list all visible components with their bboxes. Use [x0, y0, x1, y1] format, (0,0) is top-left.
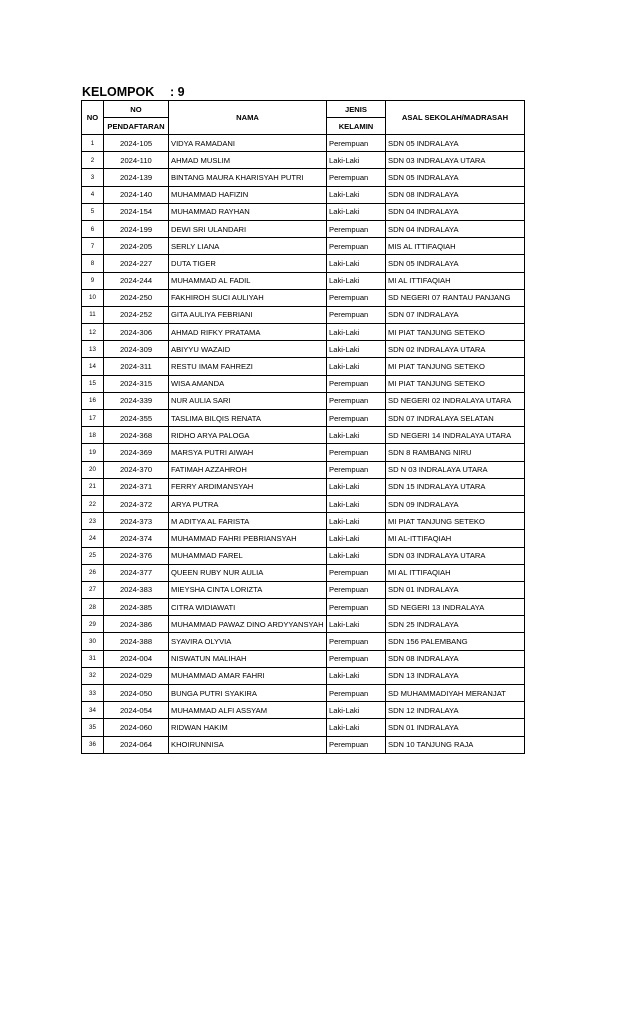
student-name: ABIYYU WAZAID	[169, 341, 327, 358]
registration-number: 2024-064	[104, 736, 169, 753]
gender: Laki-Laki	[327, 513, 386, 530]
table-row	[82, 410, 525, 427]
student-name: MUHAMMAD FAREL	[169, 547, 327, 564]
school-origin: MI AL ITTIFAQIAH	[386, 272, 525, 289]
table-row	[82, 495, 525, 512]
row-number: 8	[82, 255, 104, 272]
table-row	[82, 461, 525, 478]
row-number: 23	[82, 513, 104, 530]
registration-number: 2024-377	[104, 564, 169, 581]
gender: Laki-Laki	[327, 186, 386, 203]
group-heading	[82, 85, 185, 101]
gender: Laki-Laki	[327, 427, 386, 444]
row-number: 1	[82, 135, 104, 152]
gender: Laki-Laki	[327, 324, 386, 341]
registration-number: 2024-368	[104, 427, 169, 444]
row-number: 5	[82, 203, 104, 220]
row-number: 27	[82, 581, 104, 598]
school-origin: SD NEGERI 07 RANTAU PANJANG	[386, 289, 525, 306]
gender: Laki-Laki	[327, 495, 386, 512]
student-name: MUHAMMAD HAFIZIN	[169, 186, 327, 203]
registration-number: 2024-315	[104, 375, 169, 392]
school-origin: SDN 04 INDRALAYA	[386, 220, 525, 237]
school-origin: MI AL-ITTIFAQIAH	[386, 530, 525, 547]
registration-number: 2024-227	[104, 255, 169, 272]
school-origin: SDN 07 INDRALAYA	[386, 306, 525, 323]
school-origin: SD NEGERI 13 INDRALAYA	[386, 599, 525, 616]
school-origin: SD NEGERI 14 INDRALAYA UTARA	[386, 427, 525, 444]
row-number: 30	[82, 633, 104, 650]
gender: Perempuan	[327, 564, 386, 581]
col-header-registration-bottom: PENDAFTARAN	[104, 118, 169, 135]
table-row	[82, 650, 525, 667]
registration-number: 2024-306	[104, 324, 169, 341]
school-origin: MIS AL ITTIFAQIAH	[386, 238, 525, 255]
student-name: NISWATUN MALIHAH	[169, 650, 327, 667]
school-origin: SD N 03 INDRALAYA UTARA	[386, 461, 525, 478]
student-name: DEWI SRI ULANDARI	[169, 220, 327, 237]
col-header-registration-top: NO	[104, 101, 169, 118]
student-name: MUHAMMAD FAHRI PEBRIANSYAH	[169, 530, 327, 547]
table-row	[82, 547, 525, 564]
school-origin: MI PIAT TANJUNG SETEKO	[386, 375, 525, 392]
table-row	[82, 599, 525, 616]
student-name: BUNGA PUTRI SYAKIRA	[169, 685, 327, 702]
gender: Laki-Laki	[327, 358, 386, 375]
registration-number: 2024-205	[104, 238, 169, 255]
table-row	[82, 633, 525, 650]
row-number: 36	[82, 736, 104, 753]
row-number: 15	[82, 375, 104, 392]
student-name: MIEYSHA CINTA LORIZTA	[169, 581, 327, 598]
table-row	[82, 392, 525, 409]
school-origin: SDN 08 INDRALAYA	[386, 186, 525, 203]
gender: Perempuan	[327, 220, 386, 237]
registration-number: 2024-060	[104, 719, 169, 736]
registration-number: 2024-355	[104, 410, 169, 427]
row-number: 21	[82, 478, 104, 495]
table-row	[82, 238, 525, 255]
student-name: KHOIRUNNISA	[169, 736, 327, 753]
student-name: BINTANG MAURA KHARISYAH PUTRI	[169, 169, 327, 186]
table-row	[82, 616, 525, 633]
gender: Perempuan	[327, 650, 386, 667]
registration-number: 2024-050	[104, 685, 169, 702]
row-number: 18	[82, 427, 104, 444]
student-name: TASLIMA BILQIS RENATA	[169, 410, 327, 427]
row-number: 34	[82, 702, 104, 719]
student-name: MUHAMMAD AMAR FAHRI	[169, 667, 327, 684]
table-row	[82, 685, 525, 702]
gender: Perempuan	[327, 375, 386, 392]
school-origin: SDN 05 INDRALAYA	[386, 135, 525, 152]
table-row	[82, 667, 525, 684]
row-number: 9	[82, 272, 104, 289]
registration-number: 2024-369	[104, 444, 169, 461]
student-name: ARYA PUTRA	[169, 495, 327, 512]
school-origin: SDN 01 INDRALAYA	[386, 581, 525, 598]
school-origin: SDN 07 INDRALAYA SELATAN	[386, 410, 525, 427]
school-origin: SDN 25 INDRALAYA	[386, 616, 525, 633]
table-row	[82, 564, 525, 581]
gender: Perempuan	[327, 135, 386, 152]
school-origin: SDN 13 INDRALAYA	[386, 667, 525, 684]
school-origin: SDN 08 INDRALAYA	[386, 650, 525, 667]
table-row	[82, 358, 525, 375]
table-row	[82, 203, 525, 220]
table-row	[82, 306, 525, 323]
participant-table	[81, 100, 525, 754]
student-name: FATIMAH AZZAHROH	[169, 461, 327, 478]
registration-number: 2024-139	[104, 169, 169, 186]
row-number: 2	[82, 152, 104, 169]
gender: Perempuan	[327, 685, 386, 702]
school-origin: SD NEGERI 02 INDRALAYA UTARA	[386, 392, 525, 409]
student-name: AHMAD RIFKY PRATAMA	[169, 324, 327, 341]
student-name: MUHAMMAD ALFI ASSYAM	[169, 702, 327, 719]
registration-number: 2024-373	[104, 513, 169, 530]
row-number: 28	[82, 599, 104, 616]
school-origin: MI AL ITTIFAQIAH	[386, 564, 525, 581]
registration-number: 2024-376	[104, 547, 169, 564]
row-number: 17	[82, 410, 104, 427]
gender: Laki-Laki	[327, 255, 386, 272]
registration-number: 2024-105	[104, 135, 169, 152]
row-number: 7	[82, 238, 104, 255]
row-number: 29	[82, 616, 104, 633]
col-header-gender-bottom: KELAMIN	[327, 118, 386, 135]
gender: Perempuan	[327, 581, 386, 598]
student-name: MUHAMMAD AL FADIL	[169, 272, 327, 289]
registration-number: 2024-339	[104, 392, 169, 409]
student-name: VIDYA RAMADANI	[169, 135, 327, 152]
row-number: 33	[82, 685, 104, 702]
table-row	[82, 169, 525, 186]
registration-number: 2024-004	[104, 650, 169, 667]
registration-number: 2024-383	[104, 581, 169, 598]
group-number: : 9	[170, 85, 185, 99]
table-row	[82, 220, 525, 237]
registration-number: 2024-252	[104, 306, 169, 323]
table-row	[82, 186, 525, 203]
registration-number: 2024-054	[104, 702, 169, 719]
table-row	[82, 581, 525, 598]
gender: Perempuan	[327, 238, 386, 255]
row-number: 31	[82, 650, 104, 667]
school-origin: SDN 09 INDRALAYA	[386, 495, 525, 512]
row-number: 24	[82, 530, 104, 547]
registration-number: 2024-244	[104, 272, 169, 289]
gender: Perempuan	[327, 633, 386, 650]
registration-number: 2024-386	[104, 616, 169, 633]
student-name: RESTU IMAM FAHREZI	[169, 358, 327, 375]
gender: Laki-Laki	[327, 530, 386, 547]
gender: Laki-Laki	[327, 719, 386, 736]
table-row	[82, 272, 525, 289]
row-number: 26	[82, 564, 104, 581]
registration-number: 2024-385	[104, 599, 169, 616]
school-origin: MI PIAT TANJUNG SETEKO	[386, 324, 525, 341]
gender: Laki-Laki	[327, 667, 386, 684]
registration-number: 2024-110	[104, 152, 169, 169]
student-name: SERLY LIANA	[169, 238, 327, 255]
registration-number: 2024-311	[104, 358, 169, 375]
student-name: FAKHIROH SUCI AULIYAH	[169, 289, 327, 306]
school-origin: SDN 8 RAMBANG NIRU	[386, 444, 525, 461]
table-row	[82, 255, 525, 272]
school-origin: SDN 12 INDRALAYA	[386, 702, 525, 719]
row-number: 11	[82, 306, 104, 323]
col-header-school: ASAL SEKOLAH/MADRASAH	[386, 101, 525, 135]
student-name: SYAVIRA OLYVIA	[169, 633, 327, 650]
gender: Perempuan	[327, 736, 386, 753]
gender: Perempuan	[327, 169, 386, 186]
table-row	[82, 375, 525, 392]
gender: Laki-Laki	[327, 547, 386, 564]
row-number: 16	[82, 392, 104, 409]
student-name: AHMAD MUSLIM	[169, 152, 327, 169]
table-row	[82, 530, 525, 547]
col-header-no: NO	[82, 101, 104, 135]
gender: Laki-Laki	[327, 272, 386, 289]
table-row	[82, 444, 525, 461]
table-body	[82, 135, 525, 754]
row-number: 13	[82, 341, 104, 358]
gender: Laki-Laki	[327, 702, 386, 719]
gender: Perempuan	[327, 410, 386, 427]
gender: Perempuan	[327, 461, 386, 478]
registration-number: 2024-250	[104, 289, 169, 306]
student-name: M ADITYA AL FARISTA	[169, 513, 327, 530]
school-origin: SDN 05 INDRALAYA	[386, 255, 525, 272]
gender: Perempuan	[327, 599, 386, 616]
group-label: KELOMPOK	[82, 85, 155, 99]
row-number: 4	[82, 186, 104, 203]
row-number: 6	[82, 220, 104, 237]
registration-number: 2024-372	[104, 495, 169, 512]
row-number: 32	[82, 667, 104, 684]
gender: Laki-Laki	[327, 616, 386, 633]
registration-number: 2024-140	[104, 186, 169, 203]
student-name: MARSYA PUTRI AIWAH	[169, 444, 327, 461]
table-row	[82, 478, 525, 495]
table-row	[82, 513, 525, 530]
registration-number: 2024-309	[104, 341, 169, 358]
school-origin: SDN 05 INDRALAYA	[386, 169, 525, 186]
registration-number: 2024-371	[104, 478, 169, 495]
school-origin: MI PIAT TANJUNG SETEKO	[386, 513, 525, 530]
row-number: 14	[82, 358, 104, 375]
gender: Perempuan	[327, 444, 386, 461]
school-origin: SDN 04 INDRALAYA	[386, 203, 525, 220]
gender: Laki-Laki	[327, 152, 386, 169]
registration-number: 2024-374	[104, 530, 169, 547]
school-origin: SD MUHAMMADIYAH MERANJAT	[386, 685, 525, 702]
school-origin: SDN 10 TANJUNG RAJA	[386, 736, 525, 753]
gender: Perempuan	[327, 392, 386, 409]
student-name: QUEEN RUBY NUR AULIA	[169, 564, 327, 581]
student-name: WISA AMANDA	[169, 375, 327, 392]
student-name: CITRA WIDIAWATI	[169, 599, 327, 616]
row-number: 35	[82, 719, 104, 736]
row-number: 22	[82, 495, 104, 512]
table-row	[82, 135, 525, 152]
school-origin: SDN 03 INDRALAYA UTARA	[386, 152, 525, 169]
school-origin: SDN 01 INDRALAYA	[386, 719, 525, 736]
table-row	[82, 736, 525, 753]
registration-number: 2024-370	[104, 461, 169, 478]
registration-number: 2024-154	[104, 203, 169, 220]
row-number: 25	[82, 547, 104, 564]
student-name: FERRY ARDIMANSYAH	[169, 478, 327, 495]
registration-number: 2024-388	[104, 633, 169, 650]
table-row	[82, 152, 525, 169]
school-origin: SDN 02 INDRALAYA UTARA	[386, 341, 525, 358]
row-number: 20	[82, 461, 104, 478]
row-number: 12	[82, 324, 104, 341]
col-header-name: NAMA	[169, 101, 327, 135]
table-header	[82, 101, 525, 135]
student-name: MUHAMMAD RAYHAN	[169, 203, 327, 220]
registration-number: 2024-199	[104, 220, 169, 237]
table-row	[82, 719, 525, 736]
row-number: 3	[82, 169, 104, 186]
student-name: MUHAMMAD PAWAZ DINO ARDYYANSYAH	[169, 616, 327, 633]
student-name: DUTA TIGER	[169, 255, 327, 272]
gender: Perempuan	[327, 289, 386, 306]
school-origin: SDN 156 PALEMBANG	[386, 633, 525, 650]
row-number: 19	[82, 444, 104, 461]
gender: Laki-Laki	[327, 478, 386, 495]
student-name: RIDHO ARYA PALOGA	[169, 427, 327, 444]
table-row	[82, 341, 525, 358]
school-origin: MI PIAT TANJUNG SETEKO	[386, 358, 525, 375]
row-number: 10	[82, 289, 104, 306]
gender: Laki-Laki	[327, 203, 386, 220]
student-name: NUR AULIA SARI	[169, 392, 327, 409]
gender: Laki-Laki	[327, 341, 386, 358]
student-name: GITA AULIYA FEBRIANI	[169, 306, 327, 323]
table-row	[82, 324, 525, 341]
school-origin: SDN 15 INDRALAYA UTARA	[386, 478, 525, 495]
table-row	[82, 289, 525, 306]
table-row	[82, 427, 525, 444]
gender: Perempuan	[327, 306, 386, 323]
col-header-gender-top: JENIS	[327, 101, 386, 118]
school-origin: SDN 03 INDRALAYA UTARA	[386, 547, 525, 564]
registration-number: 2024-029	[104, 667, 169, 684]
table-row	[82, 702, 525, 719]
student-name: RIDWAN HAKIM	[169, 719, 327, 736]
